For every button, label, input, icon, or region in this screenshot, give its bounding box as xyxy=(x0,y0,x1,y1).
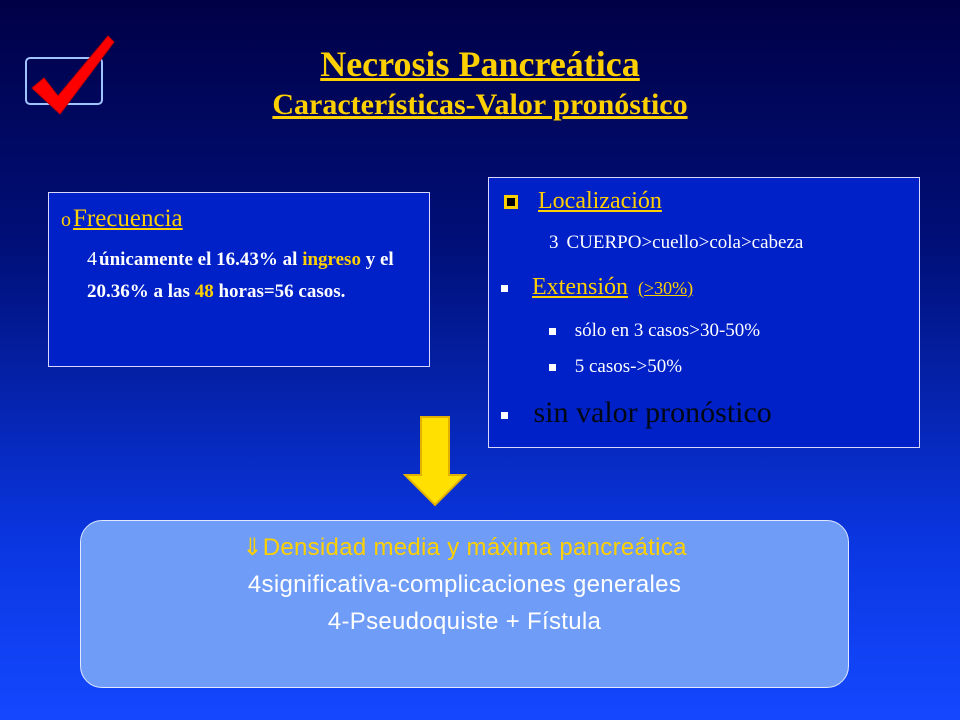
location-order xyxy=(549,232,803,254)
freq-text-2: ingreso xyxy=(302,249,361,270)
location-order-text: CUERPO>cuello>cola>cabeza xyxy=(566,232,804,253)
location-label: Localización xyxy=(538,188,662,214)
arrow-bullet-icon: 4 xyxy=(87,248,97,270)
frequency-label: Frecuencia xyxy=(73,205,183,232)
no-prognostic-value xyxy=(501,396,772,430)
frequency-heading xyxy=(61,205,183,233)
extension-heading xyxy=(501,274,693,301)
hollow-square-bullet-icon: o xyxy=(61,209,71,231)
square-bullet-icon xyxy=(549,364,556,371)
significance-text: significativa-complicaciones generales xyxy=(261,571,682,598)
complications-text: -Pseudoquiste + Fístula xyxy=(341,608,602,635)
frequency-text xyxy=(87,243,422,308)
freq-text-3: y el 20.36% a las xyxy=(87,249,394,302)
title-main: Necrosis Pancreática xyxy=(320,44,640,84)
arrow-bullet-icon: 4 xyxy=(247,571,262,598)
location-heading xyxy=(504,188,662,215)
square-bullet-icon xyxy=(501,412,508,419)
arrow-bullet-icon: 3 xyxy=(549,232,559,253)
extension-threshold: (>30%) xyxy=(638,278,694,298)
square-bullet-icon xyxy=(504,195,518,209)
title-subtitle: Características-Valor pronóstico xyxy=(272,88,688,121)
double-down-arrow-icon: ⇓ xyxy=(242,534,263,561)
down-arrow-icon xyxy=(403,415,467,507)
freq-text-1: únicamente el 16.43% al xyxy=(99,249,303,270)
extension-detail-1-text: sólo en 3 casos>30-50% xyxy=(574,320,761,341)
freq-text-4: 48 xyxy=(194,281,214,302)
extension-detail-2-text: 5 casos->50% xyxy=(574,356,683,377)
significance-line xyxy=(81,566,848,603)
density-line xyxy=(81,529,848,566)
frequency-box xyxy=(48,192,430,367)
arrow-bullet-icon: 4 xyxy=(327,608,342,635)
extension-detail-1 xyxy=(549,320,760,342)
conclusion-box xyxy=(80,520,849,688)
square-bullet-icon xyxy=(501,285,508,292)
complications-line xyxy=(81,603,848,640)
extension-label: Extensión xyxy=(532,274,628,300)
extension-detail-2 xyxy=(549,356,682,378)
square-bullet-icon xyxy=(549,328,556,335)
density-text: Densidad media y máxima pancreática xyxy=(262,534,687,561)
freq-text-5: horas=56 casos. xyxy=(213,281,346,302)
slide-title xyxy=(0,42,960,124)
no-prognostic-value-text: sin valor pronóstico xyxy=(533,396,772,429)
location-extension-box xyxy=(488,177,920,448)
